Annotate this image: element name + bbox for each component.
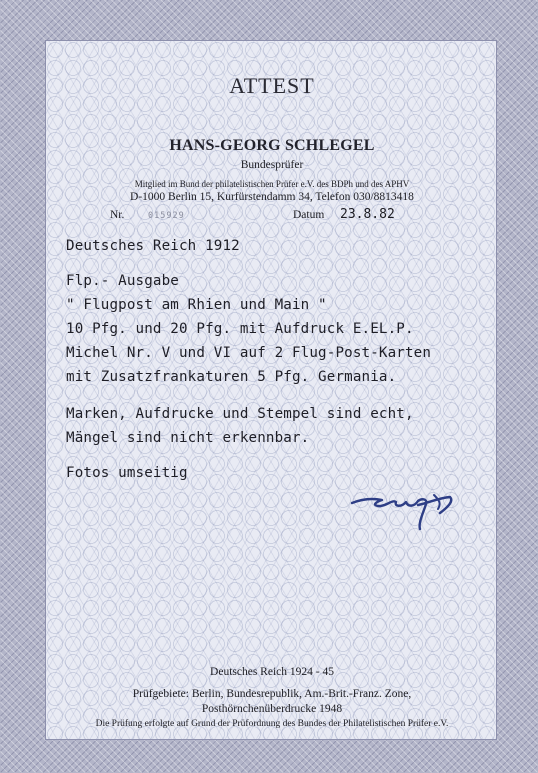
body-line: Fotos umseitig xyxy=(66,465,188,481)
address-line: D-1000 Berlin 15, Kurfürstendamm 34, Telefon 030/8813418 xyxy=(130,191,414,203)
certificate-title: ATTEST xyxy=(229,73,315,98)
date-value: 23.8.82 xyxy=(340,207,395,222)
footer-fields-line1: Prüfgebiete: Berlin, Bundesrepublik, Am.-Brit.-Franz. Zone, xyxy=(132,688,412,700)
examiner-name: HANS-GEORG SCHLEGEL xyxy=(169,137,375,154)
body-line: " Flugpost am Rhien und Main " xyxy=(66,297,327,313)
date-label: Datum xyxy=(293,209,325,221)
footer-rules: Die Prüfung erfolgte auf Grund der Prüfordnung des Bundes der Philatelistischen Prüfer e.V. xyxy=(95,719,449,729)
membership-line: Mitglied im Bund der philatelistischen Prüfer e.V. des BDPh und des APHV xyxy=(134,179,410,189)
body-line: Deutsches Reich 1912 xyxy=(66,238,240,254)
examiner-role: Bundesprüfer xyxy=(240,159,304,171)
signature-icon xyxy=(348,489,468,531)
certificate-sheet xyxy=(45,40,497,740)
footer-area: Deutsches Reich 1924 - 45 xyxy=(210,666,334,678)
body-line: Mängel sind nicht erkennbar. xyxy=(66,430,310,446)
nr-label: Nr. xyxy=(110,209,125,221)
footer-fields-line2: Posthörnchenüberdrucke 1948 xyxy=(201,703,343,715)
nr-value: 015929 xyxy=(148,211,185,221)
body-line: mit Zusatzfrankaturen 5 Pfg. Germania. xyxy=(66,369,397,385)
body-line: Flp.- Ausgabe xyxy=(66,273,179,289)
body-line: Michel Nr. V und VI auf 2 Flug-Post-Karten xyxy=(66,345,432,361)
body-line: 10 Pfg. und 20 Pfg. mit Aufdruck E.EL.P. xyxy=(66,321,414,337)
body-line: Marken, Aufdrucke und Stempel sind echt, xyxy=(66,406,414,422)
